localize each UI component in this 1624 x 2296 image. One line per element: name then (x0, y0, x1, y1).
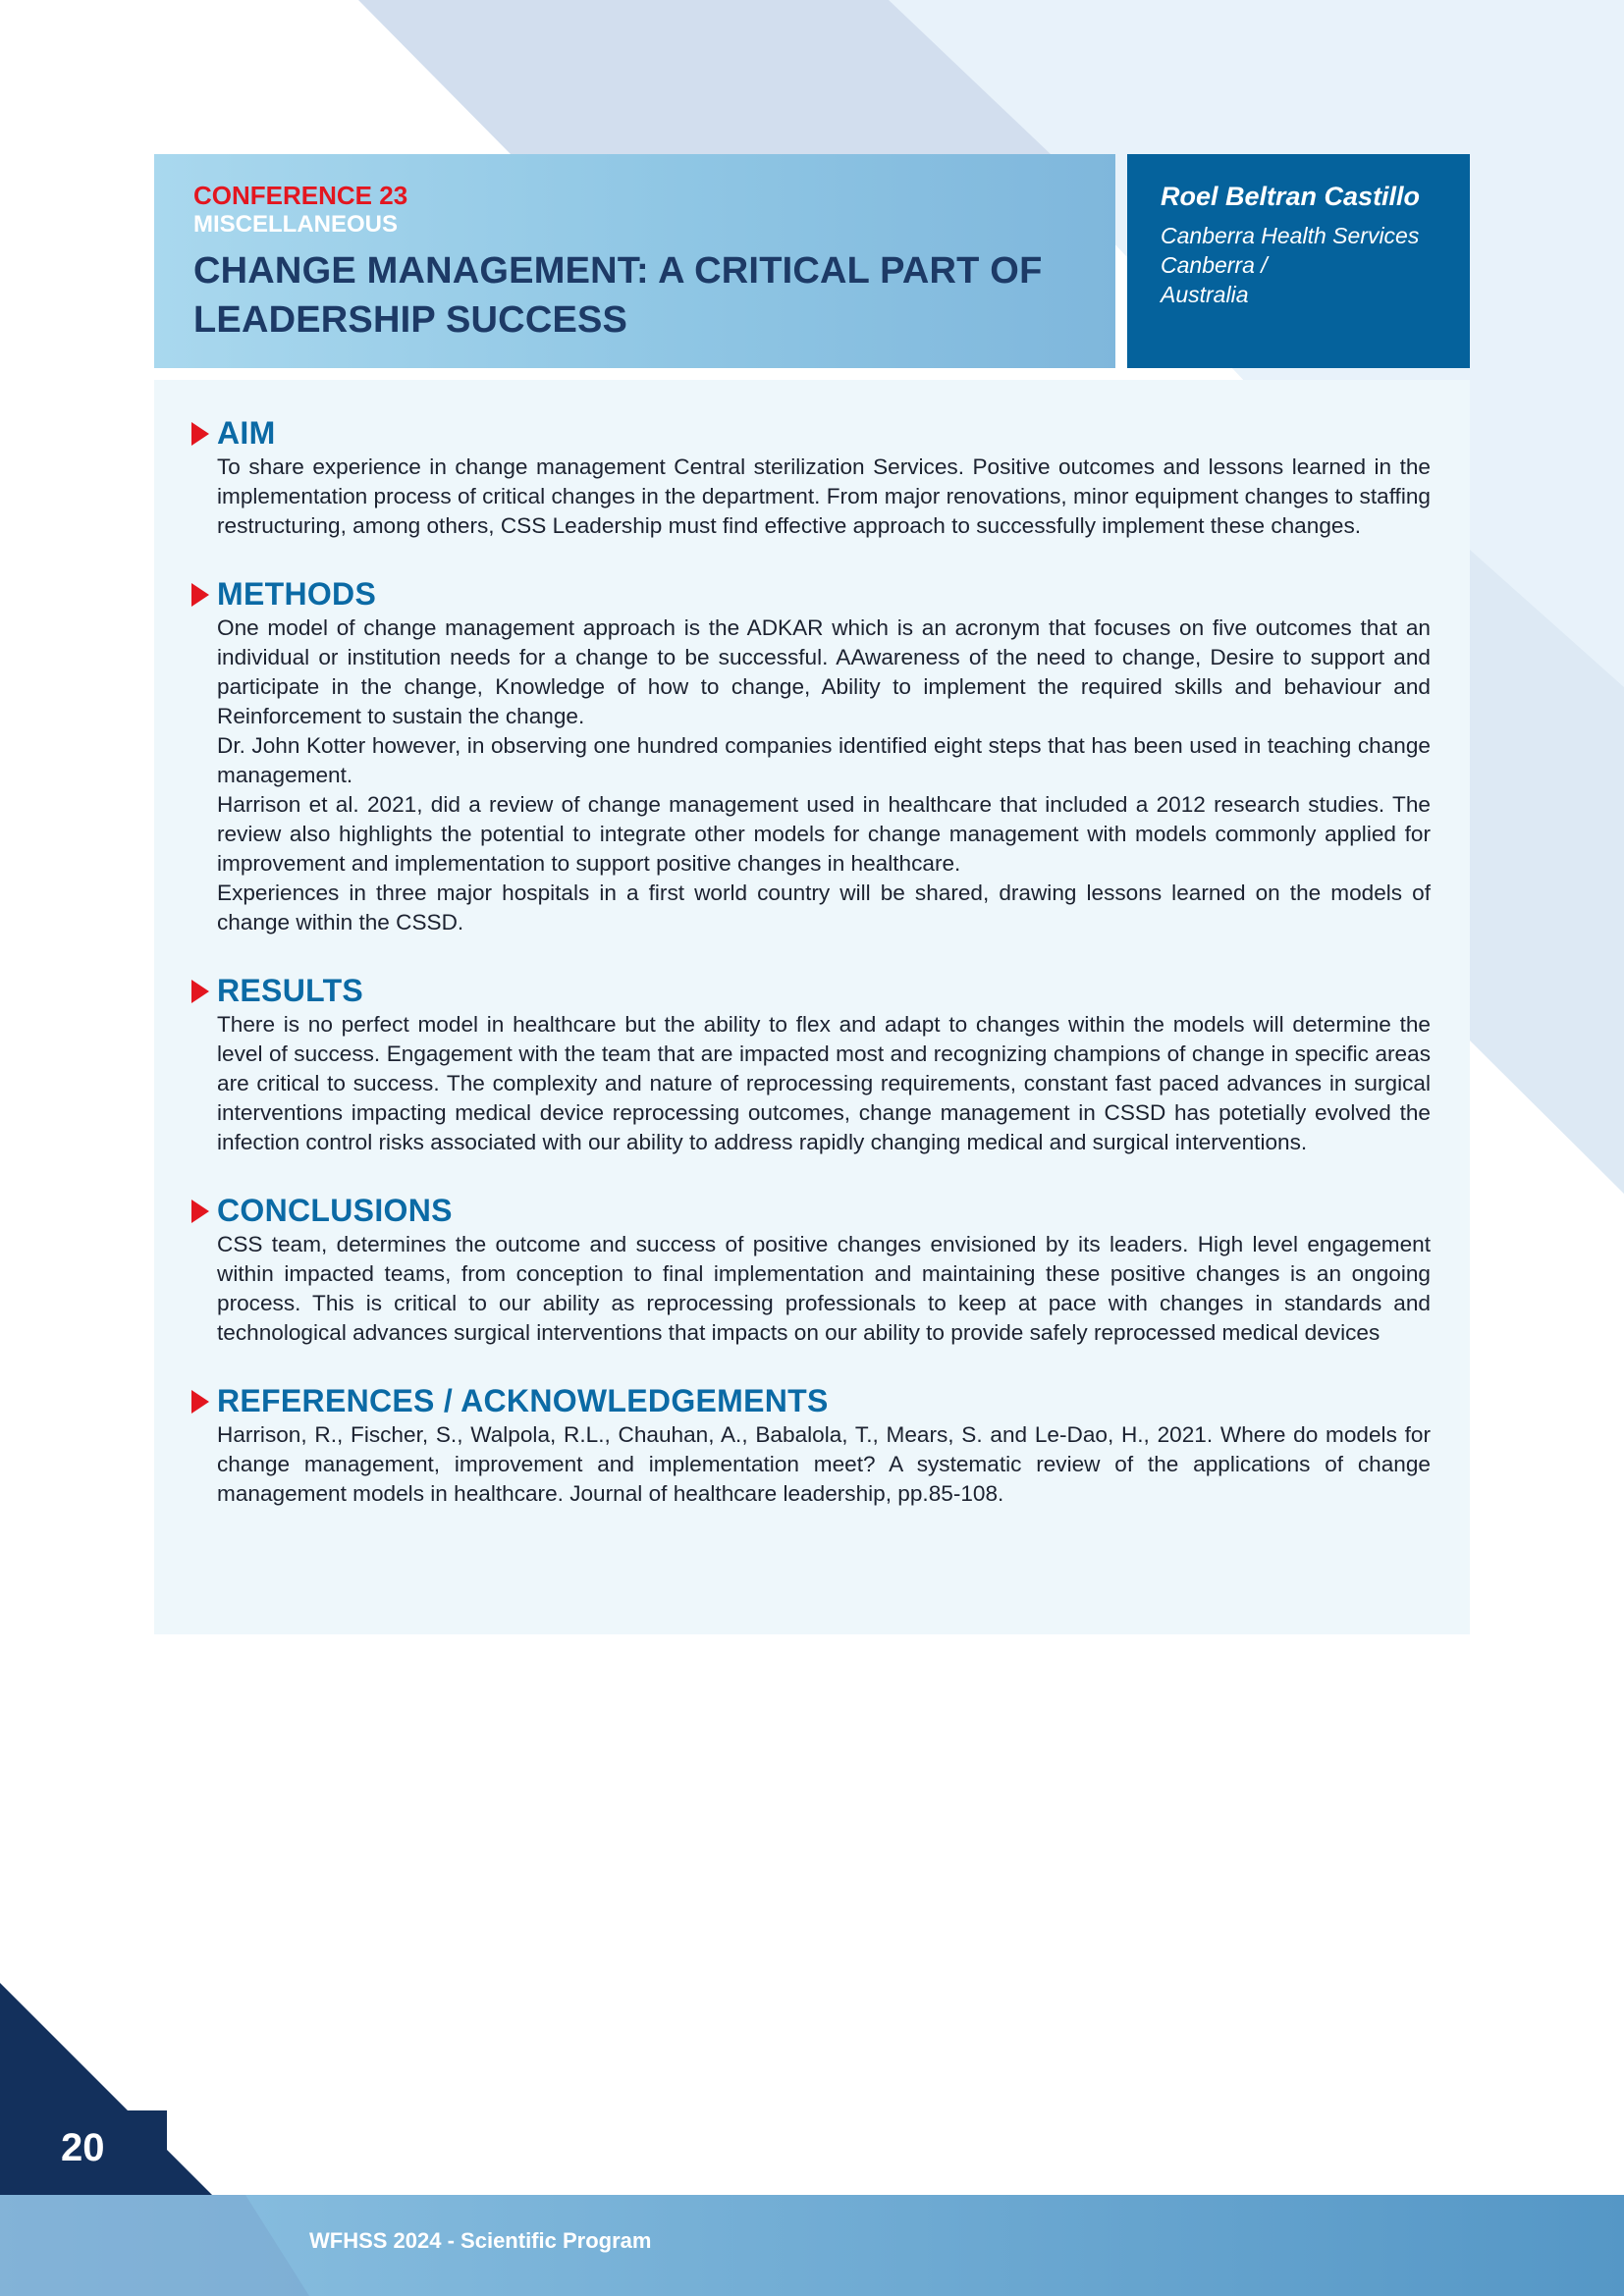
section-results (217, 971, 1431, 1157)
section-title: AIM (217, 415, 276, 451)
section-methods (217, 574, 1431, 937)
author-location-line1: Canberra / (1161, 252, 1268, 278)
section-header (217, 1381, 1431, 1420)
section-text (217, 1420, 1431, 1509)
abstract-body (154, 380, 1470, 1634)
section-references (217, 1381, 1431, 1509)
section-header (217, 971, 1431, 1010)
paragraph: One model of change management approach is the ADKAR which is an acronym that focuses on five outcomes that an individual or institution needs for a change to be successful. AAwareness of the need to change, Desire to support and participate in the change, Knowledge of how to change, Ability to implement the required skills and behaviour and Reinforcement to sustain the change. (217, 615, 1431, 728)
section-title: METHODS (217, 576, 377, 612)
section-title: RESULTS (217, 973, 364, 1008)
section-aim (217, 413, 1431, 541)
paragraph: Harrison et al. 2021, did a review of change management used in healthcare that included a 2012 research studies. The review also highlights the potential to integrate other models for change management with models commonly applied for improvement and implementation to support positive changes in healthcare. (217, 792, 1431, 876)
arrow-right-icon (191, 980, 209, 1003)
section-text (217, 1230, 1431, 1348)
abstract-title (193, 246, 1115, 345)
footer-program-label: WFHSS 2024 - Scientific Program (309, 2228, 652, 2253)
conference-category: MISCELLANEOUS (193, 211, 399, 238)
section-title: REFERENCES / ACKNOWLEDGEMENTS (217, 1383, 829, 1418)
author-location-line2: Australia (1161, 282, 1249, 307)
section-title: CONCLUSIONS (217, 1193, 453, 1228)
section-header (217, 574, 1431, 614)
section-text (217, 453, 1431, 541)
section-conclusions (217, 1191, 1431, 1348)
arrow-right-icon (191, 422, 209, 446)
paragraph: Experiences in three major hospitals in a first world country will be shared, drawing lessons learned on the models of change within the CSSD. (217, 881, 1431, 934)
paragraph: To share experience in change management Central sterilization Services. Positive outcomes and lessons learned in the implementation process of critical changes in the department. From major renovations, minor equipment changes to staffing restructuring, among others, CSS Leadership must find effective approach to successfully implement these changes. (217, 454, 1431, 538)
section-text (217, 614, 1431, 937)
section-header (217, 413, 1431, 453)
arrow-right-icon (191, 1200, 209, 1223)
paragraph: Dr. John Kotter however, in observing one hundred companies identified eight steps that has been used in teaching change management. (217, 733, 1431, 787)
arrow-right-icon (191, 1390, 209, 1414)
paragraph: Harrison, R., Fischer, S., Walpola, R.L., Chauhan, A., Babalola, T., Mears, S. and Le-Dao, H., 2021. Where do models for change management, improvement and implementation meet? A systematic review of the applications of change management models in healthcare. Journal of healthcare leadership, pp.85-108. (217, 1422, 1431, 1506)
author-card (1127, 154, 1470, 368)
conference-header (154, 154, 1115, 368)
abstract-title-line2: LEADERSHIP SUCCESS (193, 299, 628, 341)
abstract-title-line1: CHANGE MANAGEMENT: A CRITICAL PART OF (193, 250, 1043, 292)
section-text (217, 1010, 1431, 1157)
paragraph: There is no perfect model in healthcare but the ability to flex and adapt to changes within the models will determine the level of success. Engagement with the team that are impacted most and recognizing champions of change in specific areas are critical to success. The complexity and nature of reprocessing requirements, constant fast paced advances in surgical interventions impacting medical device reprocessing outcomes, change management in CSSD has potetially evolved the infection control risks associated with our ability to address rapidly changing medical and surgical interventions. (217, 1012, 1431, 1154)
arrow-right-icon (191, 583, 209, 607)
author-organization: Canberra Health Services (1161, 223, 1420, 248)
section-header (217, 1191, 1431, 1230)
paragraph: CSS team, determines the outcome and success of positive changes envisioned by its leaders. High level engagement within impacted teams, from conception to final implementation and maintaining these positive changes is an ongoing process. This is critical to our ability as reprocessing professionals to keep at pace with changes in standards and technological advances surgical interventions that impacts on our ability to provide safely reprocessed medical devices (217, 1232, 1431, 1345)
author-name: Roel Beltran Castillo (1161, 182, 1421, 211)
page-number: 20 (61, 2126, 105, 2169)
conference-code: CONFERENCE 23 (193, 181, 408, 210)
